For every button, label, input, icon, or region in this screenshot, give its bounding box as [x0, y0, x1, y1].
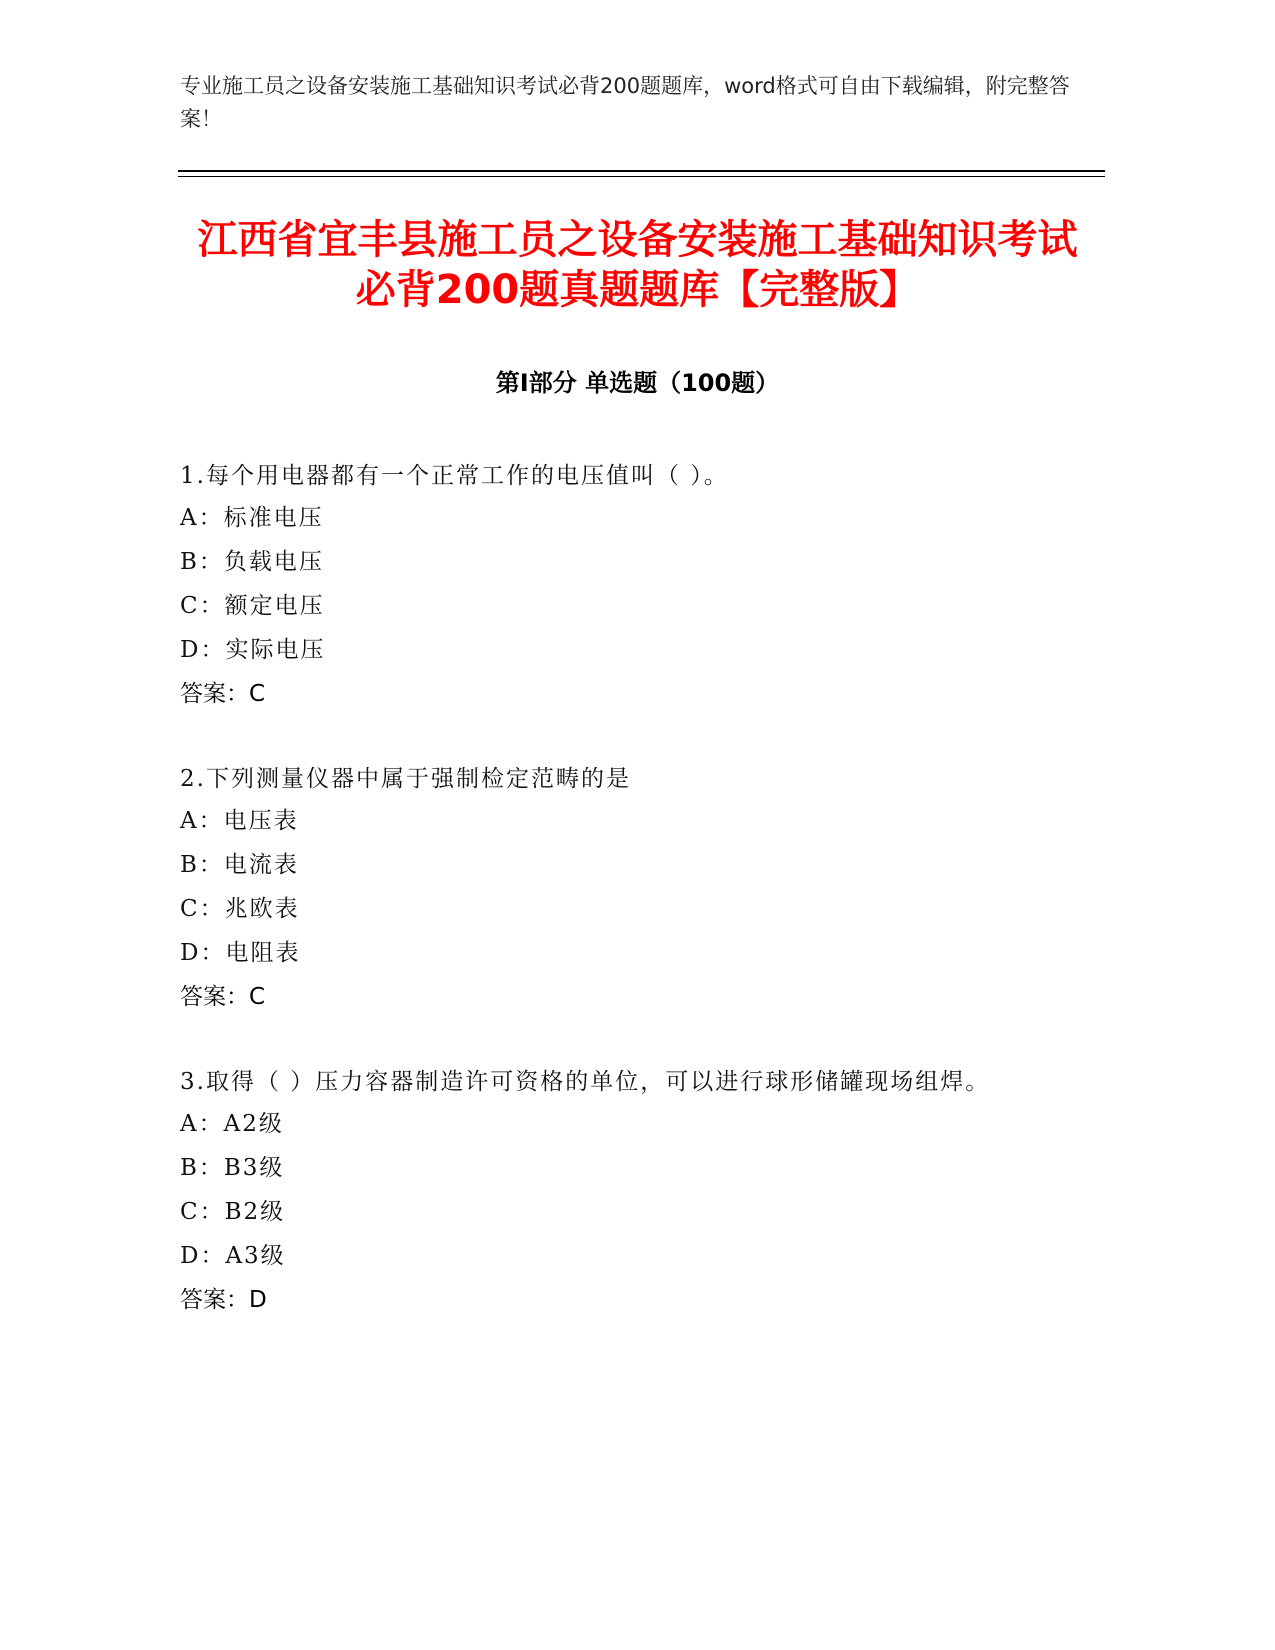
option-d: D：电阻表 [180, 940, 301, 966]
answer: 答案：C [180, 984, 266, 1010]
header-divider-thick [178, 170, 1105, 172]
option-b: B：负载电压 [180, 549, 324, 575]
section-title: 第I部分 单选题（100题） [495, 369, 780, 397]
option-c: C：额定电压 [180, 593, 325, 619]
header-divider-thin [178, 176, 1105, 177]
answer: 答案：C [180, 681, 266, 707]
question-3 [180, 1062, 1030, 1322]
option-c: C：B2级 [180, 1199, 286, 1225]
option-c: C：兆欧表 [180, 896, 300, 922]
option-a: A：标准电压 [180, 505, 324, 531]
option-d: D：A3级 [180, 1243, 286, 1269]
question-text: 1.每个用电器都有一个正常工作的电压值叫（ ）。 [180, 463, 729, 489]
question-text: 2.下列测量仪器中属于强制检定范畴的是 [180, 766, 631, 792]
answer: 答案：D [180, 1287, 267, 1313]
question-text: 3.取得（ ）压力容器制造许可资格的单位，可以进行球形储罐现场组焊。 [180, 1069, 991, 1095]
option-b: B：电流表 [180, 852, 299, 878]
option-b: B：B3级 [180, 1155, 285, 1181]
option-d: D：实际电压 [180, 637, 326, 663]
option-a: A：电压表 [180, 808, 299, 834]
document-title: 江西省宜丰县施工员之设备安装施工基础知识考试必背200题真题题库【完整版】 [197, 217, 1078, 313]
question-list [180, 456, 1030, 1365]
question-2 [180, 759, 1030, 1019]
option-a: A：A2级 [180, 1111, 284, 1137]
question-1 [180, 456, 1030, 716]
header-note: 专业施工员之设备安装施工基础知识考试必背200题题库，word格式可自由下载编辑，附完整答案！ [180, 74, 1070, 131]
